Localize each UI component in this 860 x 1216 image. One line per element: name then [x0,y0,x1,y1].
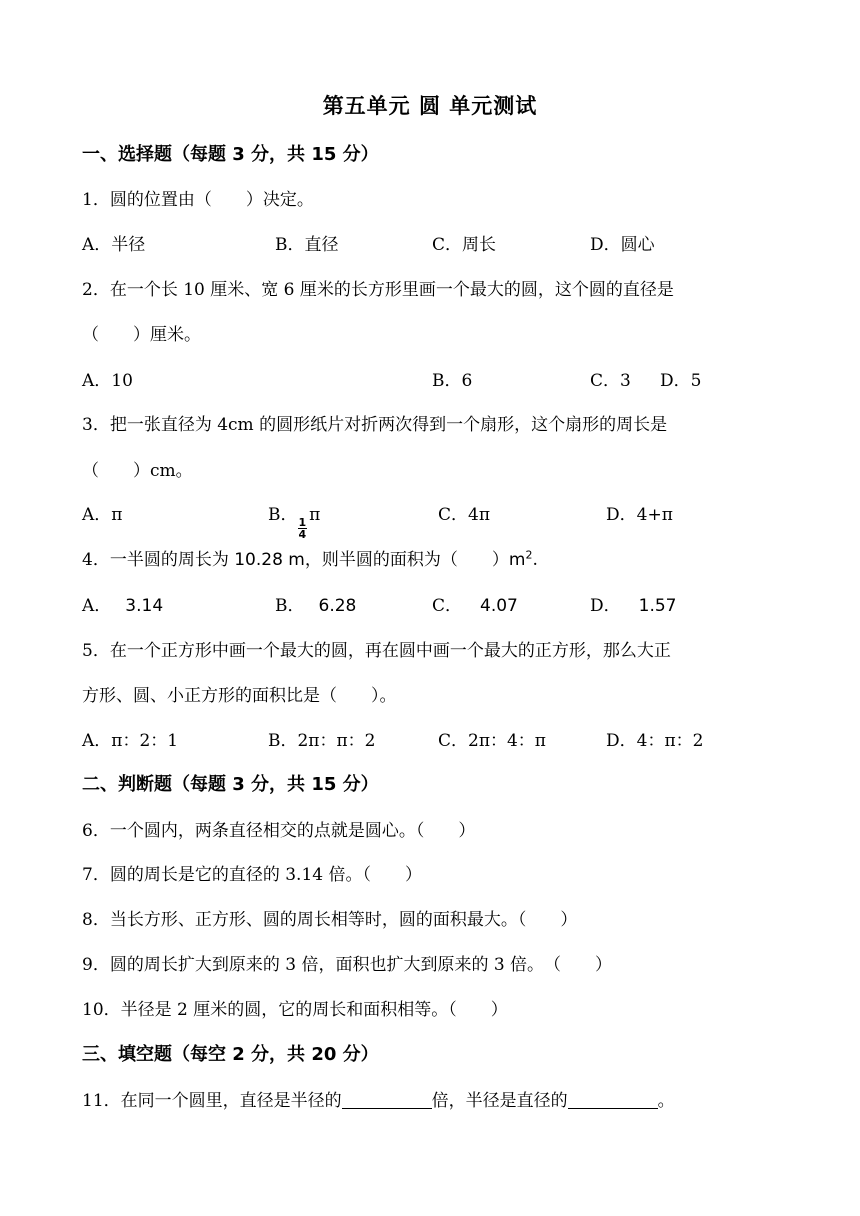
q4-unit: m [508,550,526,570]
q4-text-middle: ，则半圆的面积为（ ） [304,550,509,570]
q4-text-before: 4．一半圆的周长为 [82,550,229,570]
question-2-line2: （ ）厘米。 [82,325,201,345]
q4-unit-sup: 2 [525,548,533,562]
question-5-line2: 方形、圆、小正方形的面积比是（ ）。 [82,686,397,706]
page-title: 第五单元 圆 单元测试 [322,94,538,118]
question-3-line1: 3．把一张直径为 4cm 的圆形纸片对折两次得到一个扇形，这个扇形的周长是 [82,415,668,435]
q5-option-c: C．2π：4：π [438,731,546,751]
q11-part3: 。 [657,1091,675,1111]
q5-option-a: A．π：2：1 [82,731,179,751]
fraction [298,517,308,540]
answer-blank-2[interactable] [568,1090,658,1109]
q4-value: 10.28 m [234,550,305,570]
q4-option-d [590,591,677,616]
answer-blank-1[interactable] [342,1090,432,1109]
q3-option-b [268,500,320,540]
question-4 [82,545,538,570]
question-9: 9．圆的周长扩大到原来的 3 倍，面积也扩大到原来的 3 倍。 （ ） [82,955,613,975]
q3-option-a: A．π [82,505,123,525]
q4-option-d-label: D． [590,596,621,616]
question-1: 1．圆的位置由（ ）决定。 [82,190,314,210]
q4-option-b-value: 6.28 [318,596,357,616]
q4-option-b [275,591,356,616]
question-2-line1: 2．在一个长 10 厘米、宽 6 厘米的长方形里画一个最大的圆，这个圆的直径是 [82,280,674,300]
q3-option-b-pi: π [309,505,321,525]
q11-part1: 11．在同一个圆里，直径是半径的 [82,1091,342,1111]
q2-option-d: D．5 [660,371,702,391]
question-7: 7．圆的周长是它的直径的 3.14 倍。（ ） [82,865,422,885]
question-3-line2: （ ）cm。 [82,461,193,481]
q1-option-d: D．圆心 [590,235,655,255]
q4-option-a [82,591,163,616]
fraction-numerator: 1 [298,516,307,529]
q5-option-d: D．4：π：2 [606,731,704,751]
fraction-denominator: 4 [298,528,307,541]
q4-option-b-label: B． [275,596,305,616]
q4-option-c-value: 4.07 [480,596,518,616]
q3-option-d: D．4+π [606,505,673,525]
q4-option-c [432,591,518,616]
question-11 [82,1086,675,1111]
q5-option-b: B．2π：π：2 [268,731,376,751]
q4-text-end: . [532,550,538,570]
section2-heading: 二、判断题（每题 3 分，共 15 分） [82,774,379,795]
question-10: 10．半径是 2 厘米的圆，它的周长和面积相等。（ ） [82,1000,508,1020]
section3-heading: 三、填空题（每空 2 分，共 20 分） [82,1044,379,1065]
q3-option-c: C．4π [438,505,490,525]
q11-part2: 倍，半径是直径的 [431,1091,568,1111]
q2-option-a: A．10 [82,371,133,391]
q4-option-a-label: A． [82,596,112,616]
question-5-line1: 5．在一个正方形中画一个最大的圆，再在圆中画一个最大的正方形，那么大正 [82,641,671,661]
question-8: 8．当长方形、正方形、圆的周长相等时，圆的面积最大。（ ） [82,910,578,930]
q1-option-c: C．周长 [432,235,497,255]
q1-option-b: B．直径 [275,235,339,255]
q4-option-c-label: C． [432,596,463,616]
section1-heading: 一、选择题（每题 3 分，共 15 分） [82,144,379,165]
question-6: 6．一个圆内，两条直径相交的点就是圆心。（ ） [82,821,476,841]
q3-option-b-label: B． [268,505,298,525]
q2-option-b: B．6 [432,371,473,391]
q4-option-d-value: 1.57 [638,596,677,616]
q4-option-a-value: 3.14 [125,596,164,616]
q2-option-c: C．3 [590,371,631,391]
q1-option-a: A．半径 [82,235,146,255]
